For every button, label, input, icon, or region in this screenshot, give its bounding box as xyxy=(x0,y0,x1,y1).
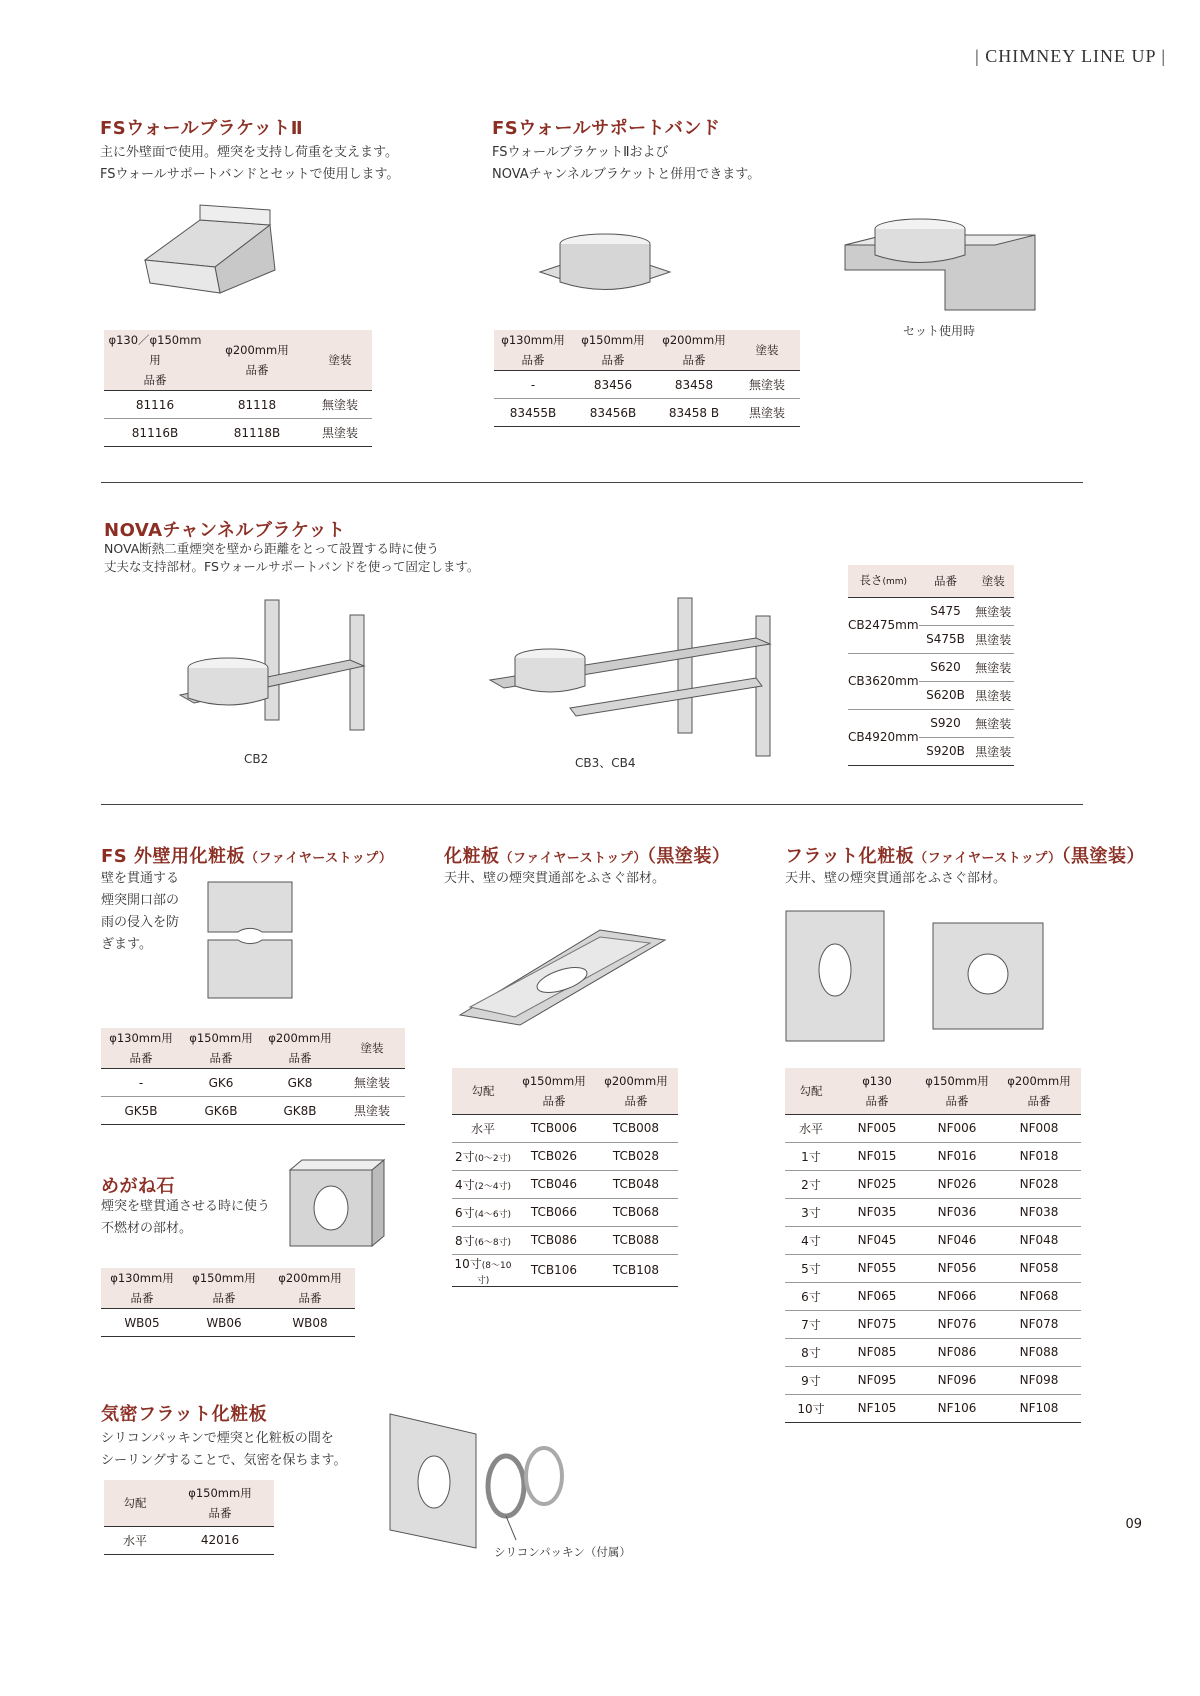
fs-outer-table: φ130mm用 品番 φ150mm用 品番 φ200mm用 品番 塗装 - GK6 GK8 無塗装 GK5B GK6B GK8B 黒塗装 xyxy=(101,1028,405,1125)
airtight-title: 気密フラット化粧板 xyxy=(101,1404,268,1425)
table-row: GK5B GK6B GK8B 黒塗装 xyxy=(101,1097,405,1125)
kesho-image xyxy=(460,925,670,1025)
page-number: 09 xyxy=(1125,1517,1142,1532)
table-row: 9寸 NF095 NF096 NF098 xyxy=(785,1366,1081,1394)
airtight-table: 勾配 φ150mm用 品番 水平 42016 xyxy=(104,1480,274,1555)
support-band-set-image xyxy=(845,215,1035,315)
table-row: 81116B 81118B 黒塗装 xyxy=(104,419,372,447)
kesho-title: 化粧板（ファイヤーストップ）（黒塗装） xyxy=(444,846,731,867)
table-row: 3寸 NF035 NF036 NF038 xyxy=(785,1198,1081,1226)
fs-outer-desc: 壁を貫通する 煙突開口部の 雨の侵入を防 ぎます。 xyxy=(101,871,180,952)
megane-table: φ130mm用 品番 φ150mm用 品番 φ200mm用 品番 WB05 WB06 WB08 xyxy=(101,1268,355,1337)
megane-title: めがね石 xyxy=(101,1176,175,1197)
table-row: 水平 42016 xyxy=(104,1526,274,1554)
divider xyxy=(101,482,1083,483)
table-row: CB2475mm S475 無塗装 xyxy=(848,597,1014,625)
support-band-title: FSウォールサポートバンド xyxy=(492,118,721,139)
wall-bracket-desc: 主に外壁面で使用。煙突を支持し荷重を支えます。 FSウォールサポートバンドとセットで使用します。 xyxy=(100,145,400,182)
table-row: 水平 NF005 NF006 NF008 xyxy=(785,1114,1081,1142)
table-row: 4寸(2〜4寸) TCB046 TCB048 xyxy=(452,1170,678,1198)
packing-caption: シリコンパッキン（付属） xyxy=(494,1545,631,1559)
table-row: - GK6 GK8 無塗装 xyxy=(101,1069,405,1097)
table-row: 10寸(8〜10寸) TCB106 TCB108 xyxy=(452,1254,678,1286)
table-row: CB4920mm S920 無塗装 xyxy=(848,709,1014,737)
table-row: 2寸(0〜2寸) TCB026 TCB028 xyxy=(452,1142,678,1170)
table-row: 1寸 NF015 NF016 NF018 xyxy=(785,1142,1081,1170)
cb2-image xyxy=(180,600,380,740)
table-row: 2寸 NF025 NF026 NF028 xyxy=(785,1170,1081,1198)
table-row: 6寸 NF065 NF066 NF068 xyxy=(785,1282,1081,1310)
table-row: S920B 黒塗装 xyxy=(848,737,1014,765)
flat-table: 勾配 φ130 品番 φ150mm用 品番 φ200mm用 品番 水平 NF005 NF006 NF008 1寸 NF015 NF016 NF018 2寸 NF025 NF026 NF028 3寸 NF035 NF036 NF038 4寸 NF045 NF046 NF048 5寸 NF055 NF056 NF058 6寸 NF065 NF066 NF068 7寸 NF075 NF076 NF078 8寸 NF085 NF086 NF088 9寸 NF095 NF096 NF098 10寸 NF105 NF106 NF108 xyxy=(785,1068,1081,1423)
divider xyxy=(101,804,1083,805)
table-row: WB05 WB06 WB08 xyxy=(101,1309,355,1337)
kesho-desc: 天井、壁の煙突貫通部をふさぐ部材。 xyxy=(444,871,666,886)
table-row: 10寸 NF105 NF106 NF108 xyxy=(785,1394,1081,1422)
nova-desc: NOVA断熱二重煙突を壁から距離をとって設置する時に使う 丈夫な支持部材。FSウォールサポートバンドを使って固定します。 xyxy=(104,541,480,574)
caption-cb2: CB2 xyxy=(244,752,269,766)
table-row: 水平 TCB006 TCB008 xyxy=(452,1114,678,1142)
cb3-cb4-image xyxy=(490,598,790,758)
flat-plate-oval-image xyxy=(785,910,885,1042)
airtight-plate-image xyxy=(388,1412,568,1552)
support-band-image xyxy=(540,232,670,302)
table-row: S475B 黒塗装 xyxy=(848,625,1014,653)
support-band-desc: FSウォールブラケットⅡおよび NOVAチャンネルブラケットと併用できます。 xyxy=(492,145,761,182)
megane-desc: 煙突を壁貫通させる時に使う 不燃材の部材。 xyxy=(101,1199,271,1236)
table-row: 81116 81118 無塗装 xyxy=(104,391,372,419)
table-row: 5寸 NF055 NF056 NF058 xyxy=(785,1254,1081,1282)
airtight-desc: シリコンパッキンで煙突と化粧板の間を シーリングすることで、気密を保ちます。 xyxy=(101,1431,347,1468)
flat-desc: 天井、壁の煙突貫通部をふさぐ部材。 xyxy=(785,871,1007,886)
table-row: 8寸(6〜8寸) TCB086 TCB088 xyxy=(452,1226,678,1254)
caption-cb3-cb4: CB3、CB4 xyxy=(575,756,636,770)
nova-table: 長さ(mm) 品番 塗装 CB2475mm S475 無塗装 S475B 黒塗装 CB3620mm S620 無塗装 S620B 黒塗装 CB4920mm S920 無塗装 S920B 黒塗装 xyxy=(848,565,1014,766)
wall-bracket-title: FSウォールブラケットⅡ xyxy=(100,118,304,139)
wall-bracket-table: φ130／φ150mm用 品番 φ200mm用 品番 塗装 81116 81118 無塗装 81116B 81118B 黒塗装 xyxy=(104,330,372,447)
table-row: 4寸 NF045 NF046 NF048 xyxy=(785,1226,1081,1254)
table-row: - 83456 83458 無塗装 xyxy=(494,371,800,399)
fs-outer-title: FS 外壁用化粧板（ファイヤーストップ） xyxy=(101,846,393,867)
flat-plate-round-image xyxy=(932,922,1044,1030)
kesho-table: 勾配 φ150mm用 品番 φ200mm用 品番 水平 TCB006 TCB008 2寸(0〜2寸) TCB026 TCB028 4寸(2〜4寸) TCB046 TCB048 6寸(4〜6寸) TCB066 TCB068 8寸(6〜8寸) TCB086 TCB088 10寸(8〜10寸) TCB106 TCB108 xyxy=(452,1068,678,1287)
megane-image xyxy=(290,1158,385,1248)
flat-title: フラット化粧板（ファイヤーストップ）（黒塗装） xyxy=(785,846,1145,867)
table-row: 7寸 NF075 NF076 NF078 xyxy=(785,1310,1081,1338)
set-caption: セット使用時 xyxy=(903,324,976,338)
table-row: S620B 黒塗装 xyxy=(848,681,1014,709)
table-row: 8寸 NF085 NF086 NF088 xyxy=(785,1338,1081,1366)
fs-outer-image xyxy=(206,880,294,1000)
support-band-table: φ130mm用 品番 φ150mm用 品番 φ200mm用 品番 塗装 - 83456 83458 無塗装 83455B 83456B 83458 B 黒塗装 xyxy=(494,330,800,427)
table-row: 83455B 83456B 83458 B 黒塗装 xyxy=(494,399,800,427)
table-row: CB3620mm S620 無塗装 xyxy=(848,653,1014,681)
wall-bracket-image xyxy=(140,205,290,295)
header-title: | CHIMNEY LINE UP | xyxy=(975,46,1166,66)
nova-title: NOVAチャンネルブラケット xyxy=(104,520,346,541)
table-row: 6寸(4〜6寸) TCB066 TCB068 xyxy=(452,1198,678,1226)
